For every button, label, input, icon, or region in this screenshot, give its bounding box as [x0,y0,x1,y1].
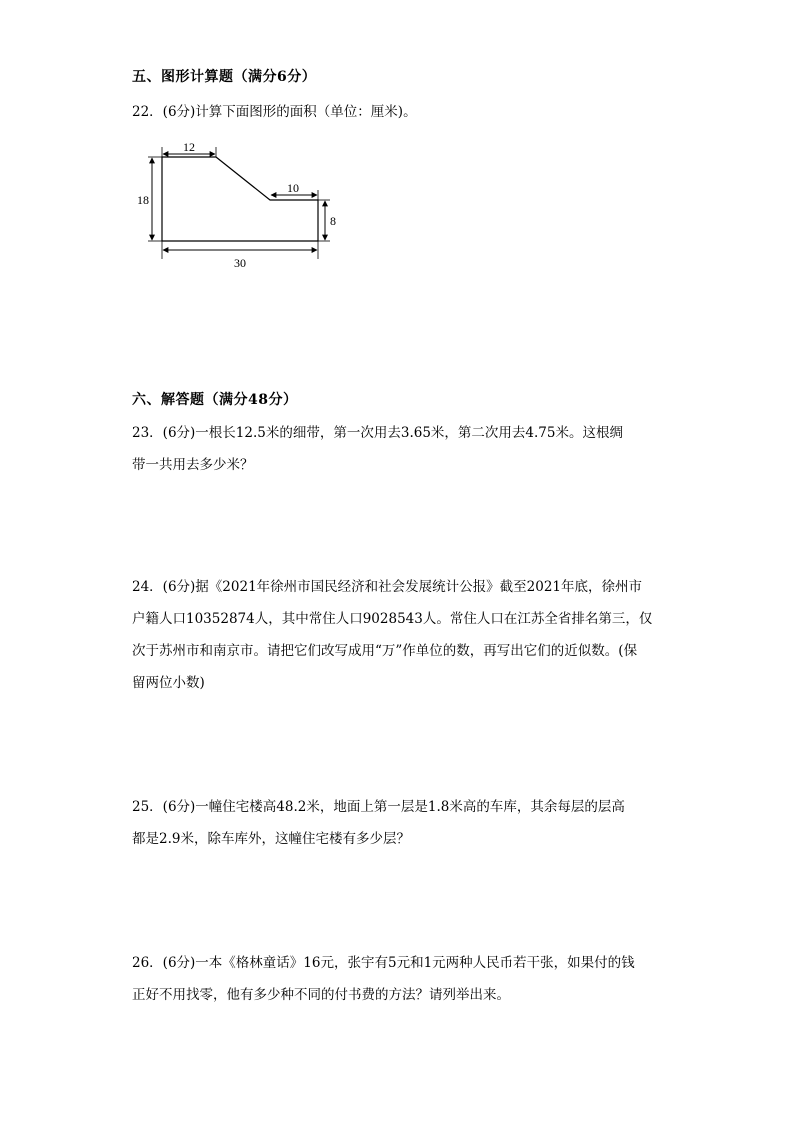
question-23-line-2: 带一共用去多少米？ [132,457,254,473]
dim-label-top: 12 [183,140,195,154]
section-5-title: 五、图形计算题（满分6分） [132,69,317,85]
question-22-text: 22．(6分)计算下面图形的面积（单位：厘米)。 [132,104,417,120]
dim-label-left: 18 [137,193,149,207]
shape-outline [162,157,318,241]
question-25-line-2: 都是2.9米，除车库外，这幢住宅楼有多少层？ [132,831,410,847]
dim-label-mid: 10 [287,181,299,195]
question-24-line-3: 次于苏州市和南京市。请把它们改写成用“万”作单位的数，再写出它们的近似数。(保 [132,643,638,659]
section-6-title: 六、解答题（满分48分） [132,392,298,408]
question-24-line-2: 户籍人口10352874人，其中常住人口9028543人。常住人口在江苏全省排名第三，仅 [132,611,653,627]
dim-label-bottom: 30 [234,256,246,270]
question-24-line-4: 留两位小数) [132,675,205,691]
question-24-line-1: 24．(6分)据《2021年徐州市国民经济和社会发展统计公报》截至2021年底，徐州市 [132,579,643,595]
question-26-line-2: 正好不用找零，他有多少种不同的付书费的方法？请列举出来。 [132,987,510,1003]
question-23-line-1: 23．(6分)一根长12.5米的细带，第一次用去3.65米，第二次用去4.75米。这根绸 [132,425,623,441]
dim-label-right: 8 [330,214,336,228]
question-25-line-1: 25．(6分)一幢住宅楼高48.2米，地面上第一层是1.8米高的车库，其余每层的层高 [132,799,625,815]
area-figure [132,135,342,275]
question-26-line-1: 26．(6分)一本《格林童话》16元，张宇有5元和1元两种人民币若干张，如果付的钱 [132,955,635,971]
